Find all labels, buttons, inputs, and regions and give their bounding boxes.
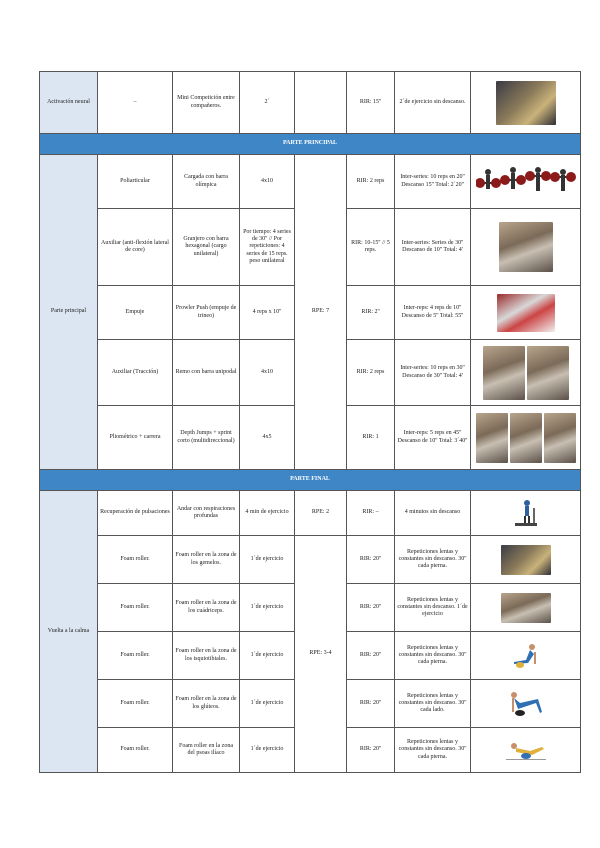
rest-cell: Inter-series: Series de 30'' Descanso de 10'' Total: 4' [395,209,471,286]
exercise-cell: Foam roller en la zona de los cuádriceps. [173,584,240,632]
table-row [40,536,581,584]
exercise-cell: Granjero con barra hexagonal (cargo unilateral) [173,209,240,286]
image-cell [471,209,581,286]
table-row [40,491,581,536]
foam-roller-calves-photo [501,545,551,575]
rir-cell: RIR: 15'' [347,72,395,134]
rest-cell: Repeticiones lentas y constantes sin descanso. 30'' cada pierna. [395,728,471,773]
rpe-cell: RPE: 7 [295,155,347,470]
rpe-cell: RPE: 3-4 [295,536,347,773]
phase-cell: Activación neural [40,72,98,134]
rir-cell: RIR: 20'' [347,632,395,680]
section-header-row [40,470,581,491]
load-cell: Por tiempo: 4 series de 30'' // Por repeticiones: 4 series de 15 reps. peso unilateral [240,209,295,286]
foam-roller-psoas-figure [504,737,548,763]
load-cell: 4x5 [240,406,295,470]
power-clean-sequence [476,164,576,200]
exercise-cell: Foam roller en la zona del psoas ilíaco [173,728,240,773]
rir-cell: RIR: 2'' [347,286,395,340]
block-cell: Foam roller. [98,632,173,680]
load-cell: 4x10 [240,340,295,406]
exercise-cell: Foam roller en la zona de los glúteos. [173,680,240,728]
exercise-cell: Foam roller en la zona de los isquiotibiales. [173,632,240,680]
block-cell: Pliométrico + carrera [98,406,173,470]
rir-cell: RIR: 10-15'' // 5 reps. [347,209,395,286]
image-cell [471,584,581,632]
block-cell: Foam roller. [98,680,173,728]
section-header-row [40,134,581,155]
treadmill-icon [511,498,541,528]
load-cell: 4 reps x 10'' [240,286,295,340]
exercise-cell: Prowler Push (empuje de trineo) [173,286,240,340]
rir-cell: RIR: 20'' [347,584,395,632]
rest-cell: Inter-series: 10 reps en 20'' Descanso 15'' Total: 2´20'' [395,155,471,209]
block-cell: Foam roller. [98,584,173,632]
single-leg-row-photos [473,346,578,400]
section-title: PARTE FINAL [40,470,581,491]
rest-cell: Repeticiones lentas y constantes sin descanso. 30'' cada pierna. [395,536,471,584]
exercise-cell: Depth Jumps + sprint corto (multidireccional) [173,406,240,470]
block-cell: Foam roller. [98,536,173,584]
block-cell: Recuperación de pulsaciones [98,491,173,536]
photo [483,346,525,400]
rir-cell: RIR: 20'' [347,680,395,728]
training-plan-table [39,71,581,773]
image-cell [471,632,581,680]
image-cell [471,728,581,773]
photo [510,413,542,463]
image-cell [471,491,581,536]
phase-cell: Vuelta a la calma [40,491,98,773]
load-cell: 1´de ejercicio [240,536,295,584]
rest-cell: Repeticiones lentas y constantes sin descanso. 1´de ejercicio [395,584,471,632]
rir-cell: RIR: 20'' [347,536,395,584]
sled-push-photo [497,294,555,332]
exercise-cell: Foam roller en la zona de los gemelos. [173,536,240,584]
rir-cell: RIR: 20'' [347,728,395,773]
load-cell: 2´ [240,72,295,134]
photo [544,413,576,463]
photo [527,346,569,400]
photo [476,413,508,463]
rir-cell: RIR: 2 reps [347,340,395,406]
table-row [40,72,581,134]
rpe-cell [295,72,347,134]
rest-cell: 2´de ejercicio sin descanso. [395,72,471,134]
block-cell: Auxiliar (Tracción) [98,340,173,406]
load-cell: 1´de ejercicio [240,728,295,773]
image-cell [471,155,581,209]
rest-cell: Inter-reps: 4 reps de 10'' Descanso de 5'' Total: 55'' [395,286,471,340]
image-cell [471,72,581,134]
block-cell: Empuje [98,286,173,340]
rest-cell: Inter-reps: 5 reps en 45'' Descanso de 10'' Total: 3´40'' [395,406,471,470]
relay-race-photo [496,81,556,125]
exercise-cell: Andar con respiraciones profundas [173,491,240,536]
load-cell: 1´de ejercicio [240,680,295,728]
table-row [40,155,581,209]
section-title: PARTE PRINCIPAL [40,134,581,155]
exercise-cell: Cargada con barra olímpica [173,155,240,209]
rest-cell: Repeticiones lentas y constantes sin descanso. 30'' cada pierna. [395,632,471,680]
rest-cell: 4 minutos sin descanso [395,491,471,536]
image-cell [471,286,581,340]
image-cell [471,406,581,470]
block-cell: Auxiliar (anti-flexión lateral de core) [98,209,173,286]
image-cell [471,340,581,406]
rir-cell: RIR: – [347,491,395,536]
rest-cell: Inter-series: 10 reps en 30'' Descanso de 30'' Total: 4' [395,340,471,406]
load-cell: 4x10 [240,155,295,209]
load-cell: 1´de ejercicio [240,632,295,680]
image-cell [471,680,581,728]
farmer-carry-photo [499,222,553,272]
block-cell: – [98,72,173,134]
load-cell: 1´de ejercicio [240,584,295,632]
phase-cell: Parte principal [40,155,98,470]
block-cell: Poliarticular [98,155,173,209]
foam-roller-glutes-figure [506,689,546,719]
rir-cell: RIR: 1 [347,406,395,470]
rest-cell: Repeticiones lentas y constantes sin descanso. 30'' cada lado. [395,680,471,728]
rpe-cell: RPE: 2 [295,491,347,536]
foam-roller-quads-photo [501,593,551,623]
block-cell: Foam roller. [98,728,173,773]
exercise-cell: Remo con barra unipodal [173,340,240,406]
load-cell: 4 min de ejercicio [240,491,295,536]
image-cell [471,536,581,584]
depth-jump-photos [473,413,578,463]
rir-cell: RIR: 2 reps [347,155,395,209]
exercise-cell: Mini Competición entre compañeros. [173,72,240,134]
foam-roller-hamstrings-figure [508,642,544,670]
